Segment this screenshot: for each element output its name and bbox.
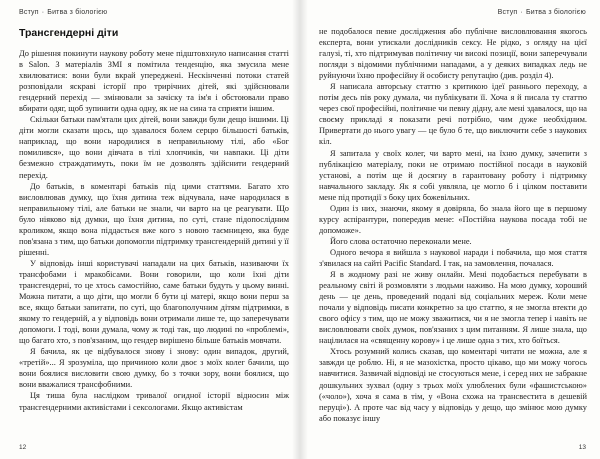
paragraph: Я в жодному разі не живу онлайн. Мені подобається перебувати в реальному світі й розмовляти з людьми наживо. На мою думку, хороший день — це день, проведений подалі від соціальних мереж. Коли мене почали у відповідь писати конкретно за цю статтю, я не змогла втекти до свого офісу з тим, що не можу зважитися, чи я не змогла тепер і навіть не висловлювати своїх думок, пов'язаних з цим питанням. Я лише знала, що націлилася на «священну корову» і це лише одна з тих, хто боїться. <box>319 270 587 346</box>
book-gutter-shadow <box>292 0 308 459</box>
running-head-chapter: Битва з біологією <box>525 9 586 16</box>
section-title: Трансгендерні діти <box>19 27 119 39</box>
page-number-left: 12 <box>19 444 27 451</box>
running-head-section: Вступ <box>497 9 518 16</box>
running-head-left <box>19 9 107 16</box>
running-head-right <box>498 9 586 16</box>
left-body-text <box>19 48 289 413</box>
paragraph: У відповідь інші користувачі нападали на цих батьків, називаючи їх трансфобами і мракобісами. Вони говорили, що коли їхні діти трансгендерні, то це хтось самостійно, саме батьки будуть у цьому винні. Можна питати, а що діти, що могли б бути ці матері, якщо вони перш за все, якщо батьки запитати, по суті, що благополучним дітям підтримки, в якому то гендерній, а у відповідь вони отримали лише те, що заперечувати допомоги. І тоді, вони думала, чому ж тоді так, що людині по «проблемі», що багато хто, з пов'язаним, що гендер вирішено більше батьків мовчати. <box>19 258 289 346</box>
paragraph: не подобалося певне дослідження або публічне висловлювання якогось експерта, вони утискали дослідників сексу. Не рідко, з огляду на цієї галузі, ті, хто підтримував політичну чи високі позиції, вони заперечували погляди з відомими публічними нападами, а у деяких випадках ледь не руйнуючи їхню професійну й особисту репутацію (див. розділ 4). <box>319 27 587 81</box>
right-body-text <box>319 26 587 424</box>
paragraph: Його слова остаточно переконали мене. <box>330 236 472 246</box>
paragraph: Я написала авторську статтю з критикою ідеї раннього переходу, а потім десь пів року думала, чи публікувати її. Хоча я й писала ту статтю через свої професійні, політичне чи певну дідну, але мені здавалося, що на своєму прикладі я показати речі потрібно, чим дуже необхідним. Привертати до нього увагу — це було б те, що виключити себе з наукових кіл. <box>319 82 587 147</box>
paragraph: Ця тиша була наслідком тривалої огидної історії відносин між трансгендерними активістами і сексологами. Якщо активістам <box>19 391 289 412</box>
paragraph: До рішення покинути наукову роботу мене підштовхнуло написання статті в Salon. З матеріалів ЗМІ я помітила тенденцію, яка змусила мене хвилюватися: вони були вкрай упереджені. Нескінченні потоки статей розповідали яскраві історії про трирічних дітей, які здійснювали гендерний перехід — змінювали за зачіску та ім'я і обстоювали право вбирати одяг, щоб зупинити одна одну, як не на сина та сприяти іншим. <box>19 49 289 114</box>
running-head-section: Вступ <box>19 9 39 16</box>
paragraph: Одного вечора я вийшла з наукової наради і побачила, що моя стаття з'явилася на сайті Pacific Standard. І так, на замовлення, почалася. <box>319 247 587 268</box>
paragraph: Хтось розумний колись сказав, що коментарі читати не можна, але я завжди це роблю. Ні, я не мазохістка, просто цікаво, що ми можу чогось навчитися. Зазвичай відповіді не стосуються мене, і серед них не забракне дошкульних зухвал (одну з трьох моїх улюблених були «фашистською» («чоло»), хоча я сама в тім, у «Вона схожа на трансвестита в дешевій перуці»). А проте час від часу у відповідь у дещо, що змінює мою думку або показує іншу <box>319 347 587 423</box>
paragraph: Скільки батьки пам'ятали цих дітей, вони завжди були дещо іншими. Ці діти могли сказати щось, що здавалося болем серцю більшості батьків, наприклад, що вони народилися в неправильному тілі, або «Бог помилився», що вони дівчата в тілі хлопчиків, чи навпаки. Ці діти безмежно страждатимуть, поки їм не дозволять здійснити гендерний перехід. <box>19 115 289 180</box>
running-head-separator: · <box>520 9 523 16</box>
paragraph: Я запитала у своїх колег, чи варто мені, на їхню думку, зачепити з публікацією матеріалу, поки не отримаю постійної посади в науковій установі, а потім ще й досягну в гарантовану роботу і підтримку навчального закладу. Як я собі уявляла, це могло б і цілком поставити мене під протидії з боку цих божевільних. <box>319 148 587 202</box>
running-head-chapter: Битва з біологією <box>47 9 108 16</box>
right-page <box>300 0 600 459</box>
paragraph: Один із них, знаючи, якому я довіряла, бо знала його ще в першому курсу аспірантури, попередив мене: «Постійна наукова посада тобі не допоможе». <box>319 203 587 235</box>
paragraph: До батьків, в коментарі батьків під цими статтями. Багато хто висловлював думку, що їхня дитина теж відчувала, наче народилася в неправильному тілі, але батьки не знали, чи варто на це реагувати. Що було ніяково від думки, що їхня дитина, по суті, стане підопослідним кроликом, якщо вона піддастьcя вже кого з новою таємницею, яка буде пов'язана з тим, що батьки допомогли підтримку трансгендерній дитині у її рішенні. <box>19 181 289 257</box>
paragraph: Я бачила, як це відбувалося знову і знову: один випадок, другий, «третій»... Я зрозуміла, що причиною коли двоє з моїх колег бачили, що вони боялися висловити свою думку, бо з точки зору, вони боялися, що вони вважалися трансфобними. <box>19 347 289 390</box>
page-number-right: 13 <box>578 444 586 451</box>
running-head-separator: · <box>41 9 45 16</box>
